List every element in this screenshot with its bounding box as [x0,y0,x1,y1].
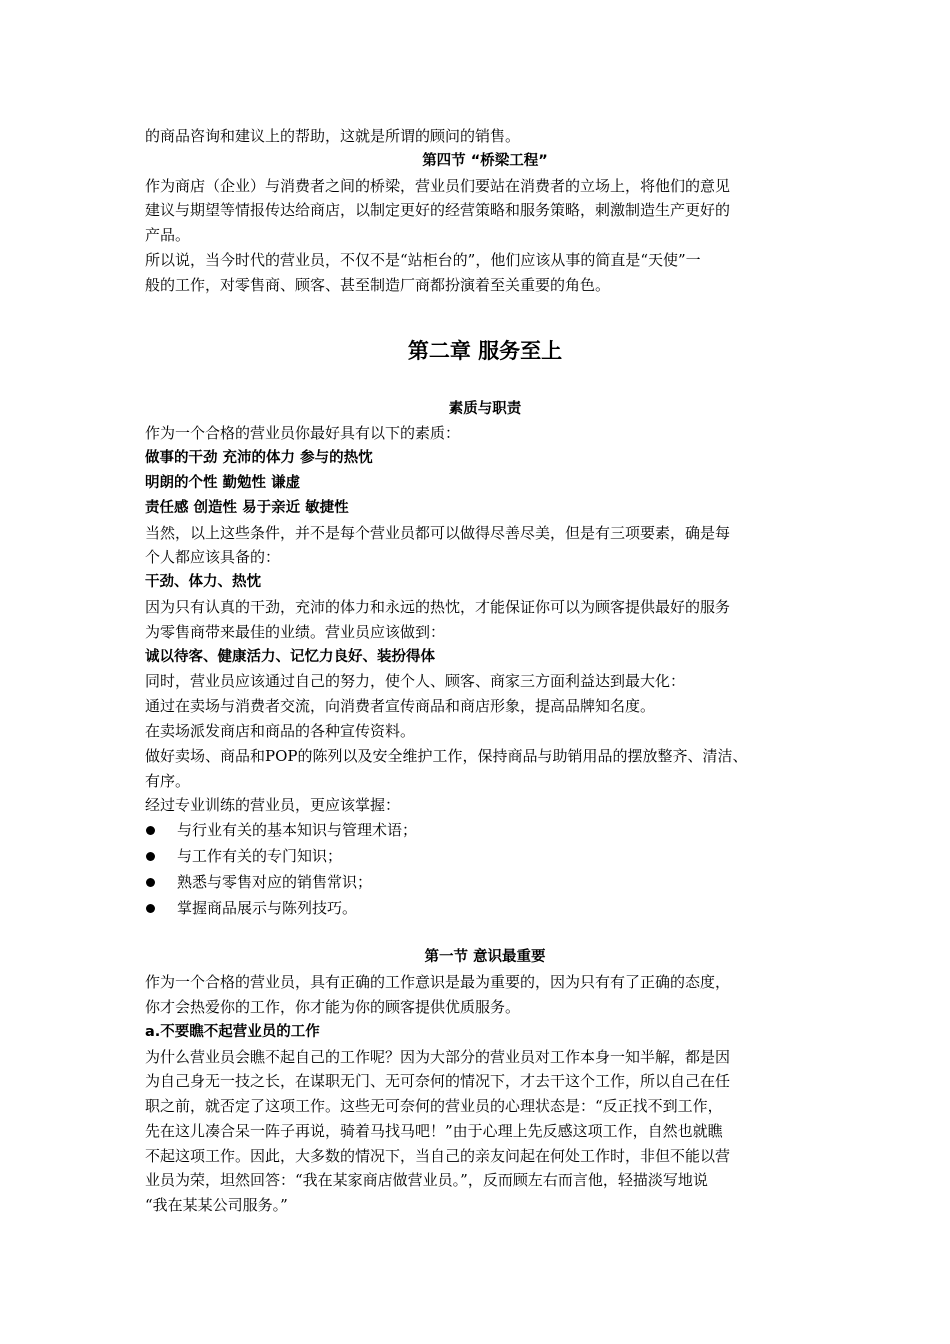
paragraph-line: 同时，营业员应该通过自己的努力，使个人、顾客、商家三方面利益达到最大化： [145,672,686,691]
paragraph-line: 在卖场派发商店和商品的各种宣传资料。 [145,721,416,740]
chapter-title: 第二章 服务至上 [407,338,563,363]
intro-line: 的商品咨询和建议上的帮助，这就是所谓的顾问的销售。 [145,127,521,145]
paragraph-line: 建议与期望等情报传达给商店，以制定更好的经营策略和服务策略，刺激制造生产更好的 [145,201,731,220]
paragraph-line: 职之前，就否定了这项工作。这些无可奈何的营业员的心理状态是：“反正找不到工作， [145,1097,723,1116]
bold-line: 责任感 创造性 易于亲近 敏捷性 [145,499,349,516]
bullet-text: 掌握商品展示与陈列技巧。 [177,898,358,917]
subheading-a: a.不要瞧不起营业员的工作 [145,1023,320,1040]
paragraph-line: 为什么营业员会瞧不起自己的工作呢？因为大部分的营业员对工作本身一知半解，都是因 [145,1047,731,1066]
paragraph-line: “我在某某公司服务。” [145,1196,288,1215]
paragraph-line: 先在这儿凑合呆一阵子再说，骑着马找马吧！”由于心理上先反感这项工作，自然也就瞧 [145,1121,723,1140]
paragraph-line: 作为一个合格的营业员你最好具有以下的素质： [145,424,461,443]
paragraph-line: 产品。 [145,226,191,245]
section1-title: 第一节 意识最重要 [424,949,546,966]
bold-line: 干劲、体力、热忱 [145,574,261,591]
paragraph-line: 作为商店（企业）与消费者之间的桥梁，营业员们要站在消费者的立场上，将他们的意见 [145,176,731,195]
paragraph-line: 所以说，当今时代的营业员，不仅不是“站柜台的”，他们应该从事的简直是“天使”一 [145,250,701,269]
bullet-item [145,870,825,896]
bold-line: 做事的干劲 充沛的体力 参与的热忱 [145,450,373,467]
paragraph-line: 你才会热爱你的工作，你才能为你的顾客提供优质服务。 [145,997,521,1016]
bullet-icon [146,852,155,861]
paragraph-line: 为零售商带来最佳的业绩。营业员应该做到： [145,622,446,641]
paragraph-line: 般的工作，对零售商、顾客、甚至制造厂商都扮演着至关重要的角色。 [145,275,611,294]
bullet-text: 与工作有关的专门知识； [177,846,343,865]
paragraph-line: 业员为荣，坦然回答：“我在某家商店做营业员。”，反而顾左右而言他，轻描淡写地说 [145,1171,708,1190]
bullet-icon [146,904,155,913]
bullet-icon [146,878,155,887]
paragraph-line: 个人都应该具备的： [145,548,281,567]
bold-line: 诚以待客、健康活力、记忆力良好、装扮得体 [145,648,435,665]
section4-title: 第四节 “桥梁工程” [422,152,548,169]
bullet-item [145,844,825,870]
paragraph-line: 因为只有认真的干劲，充沛的体力和永远的热忱，才能保证你可以为顾客提供最好的服务 [145,597,731,616]
chapter-subtitle: 素质与职责 [448,400,522,417]
paragraph-line: 有序。 [145,771,191,790]
paragraph-line: 不起这项工作。因此，大多数的情况下，当自己的亲友问起在何处工作时，非但不能以营 [145,1146,731,1165]
paragraph-line: 作为一个合格的营业员，具有正确的工作意识是最为重要的，因为只有有了正确的态度， [145,973,731,992]
bullet-item [145,896,825,922]
paragraph-line: 通过在卖场与消费者交流，向消费者宣传商品和商店形象，提高品牌知名度。 [145,697,656,716]
paragraph-line: 为自己身无一技之长，在谋职无门、无可奈何的情况下，才去干这个工作，所以自己在任 [145,1072,731,1091]
paragraph-line: 当然，以上这些条件，并不是每个营业员都可以做得尽善尽美，但是有三项要素，确是每 [145,523,731,542]
bullet-text: 与行业有关的基本知识与管理术语； [177,821,418,840]
bullet-icon [146,826,155,835]
document-page [145,124,825,1218]
bullet-text: 熟悉与零售对应的销售常识； [177,872,373,891]
bold-line: 明朗的个性 勤勉性 谦虚 [145,474,301,491]
paragraph-line: 经过专业训练的营业员，更应该掌握： [145,796,401,815]
bullet-item [145,818,825,844]
paragraph-line: 做好卖场、商品和POP的陈列以及安全维护工作，保持商品与助销用品的摆放整齐、清洁、 [145,746,748,765]
